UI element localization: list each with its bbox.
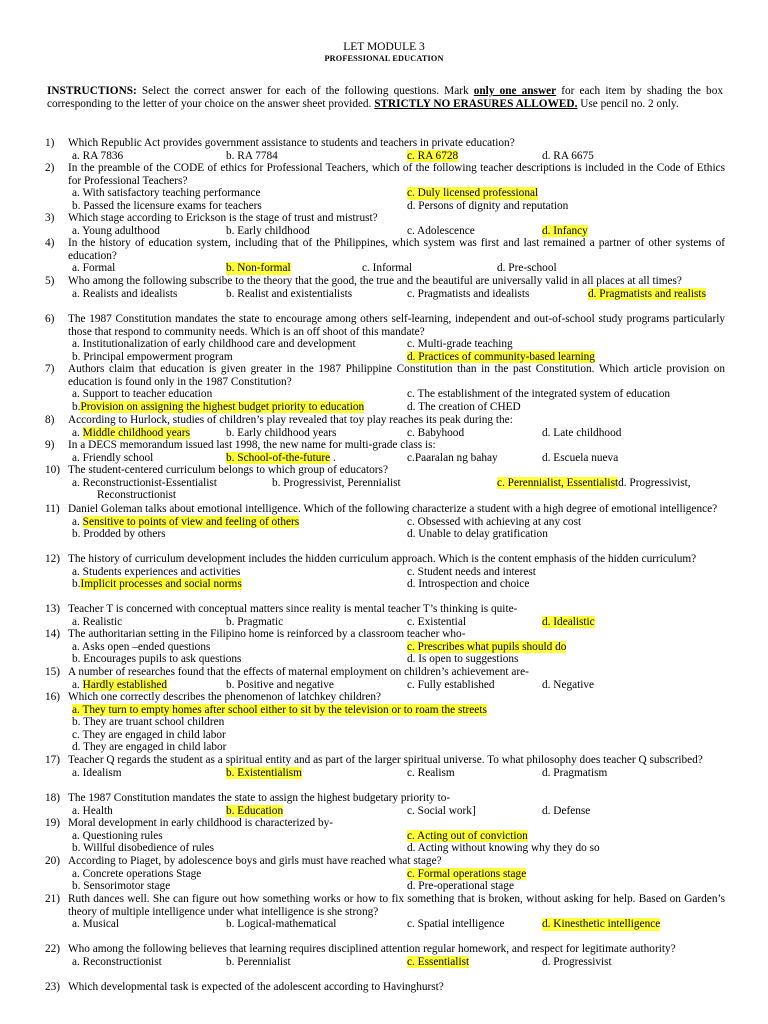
option-b-highlighted: Provision on assigning the highest budget priority to education — [80, 400, 365, 413]
option-b: b. School-of-the-future . — [226, 451, 336, 464]
option-c-highlighted: c. Formal operations stage — [407, 867, 527, 880]
question-text: The 1987 Constitution mandates the state to encourage among others self-learning, independent and out-of-school study programs particularly those that respond to community needs. Which is an off shoot of this mandate? — [68, 313, 725, 338]
option-a: a. Institutionalization of early childhood care and development — [72, 338, 356, 350]
option-c: c. Babyhood — [407, 426, 465, 439]
question-17: 17) Teacher Q regards the student as a spiritual entity and as part of the larger spiritual universe. To what philosophy does teacher Q subscribed? a. Idealism b. Existentialism c. Realism d. Pragmatism — [45, 754, 725, 779]
option-a: a. Concrete operations Stage — [72, 867, 202, 880]
question-11: 11) Daniel Goleman talks about emotional intelligence. Which of the following characterize a student with a high degree of emotional intelligence? a. Sensitive to points of view and feeling of others c. Obsessed with achieving at any cost b. Prodded by others d. Unable to delay gratification — [45, 503, 725, 541]
option-a: a. Questioning rules — [72, 829, 163, 842]
option-b: b. Prodded by others — [72, 528, 166, 540]
option-a: a. Realists and idealists — [72, 287, 178, 300]
question-8: 8) According to Hurlock, studies of children’s play revealed that toy play reaches its peak during the: a. Middle childhood years b. Early childhood years c. Babyhood d. Late childhood — [45, 414, 725, 439]
option-a: a. Reconstructionist-Essentialist — [72, 476, 217, 489]
question-13: 13) Teacher T is concerned with conceptual matters since reality is mental teacher T’s thinking is quite- a. Realistic b. Pragmatic c. Existential d. Idealistic — [45, 603, 725, 628]
option-b-highlighted: Implicit processes and social norms — [80, 578, 242, 590]
option-a: a. Support to teacher education — [72, 388, 213, 400]
option-a-highlighted: a. They turn to empty homes after school either to sit by the television or to roam the streets — [72, 703, 487, 716]
option-d: d. Negative — [542, 678, 595, 691]
option-d-highlighted: d. Infancy — [542, 224, 588, 237]
option-a-highlighted: Middle childhood years — [82, 426, 190, 439]
option-d: d. Pre-operational stage — [407, 880, 514, 892]
question-text: According to Piaget, by adolescence boys and girls must have reached what stage? — [68, 855, 442, 867]
option-c: c. Informal — [362, 262, 413, 274]
option-c-highlighted: c. Prescribes what pupils should do — [407, 640, 567, 653]
option-b: b. Realist and existentialists — [226, 287, 353, 300]
question-22: 22) Who among the following believes that learning requires disciplined attention regular homework, and respect for legitimate authority? a. Reconstructionist b. Perennialist c. Essentialist d. Progressivist — [45, 943, 725, 968]
option-a: a. Young adulthood — [72, 224, 160, 237]
question-text: Teacher T is concerned with conceptual matters since reality is mental teacher T’s thinking is quite- — [68, 603, 518, 615]
option-c: c. Existential — [407, 615, 466, 628]
question-text: According to Hurlock, studies of children’s play revealed that toy play reaches its peak during the: — [68, 414, 513, 426]
question-text: Moral development in early childhood is characterized by- — [68, 817, 334, 829]
question-7: 7) Authors claim that education is given greater in the 1987 Philippine Constitution than in the past Constitution. Which article provision on education is found only in the 1987 Constitution? a. Support to teacher education c. The establishment of the integrated system of education b.Provision on assigning the highest budget priority to education d. The creation of CHED — [45, 363, 725, 413]
question-text: Which stage according to Erickson is the stage of trust and mistrust? — [68, 212, 378, 224]
option-d: d. The creation of CHED — [407, 400, 521, 413]
option-b: b. Willful disobedience of rules — [72, 842, 215, 854]
option-b: b.Implicit processes and social norms — [72, 578, 242, 590]
option-a: a. Hardly established — [72, 678, 168, 691]
question-21: 21) Ruth dances well. She can figure out how something works or how to fix something that is broken, without asking for help. Based on Garden’s theory of multiple intelligence under what intelligence is she strong? a. Musical b. Logical-mathematical c. Spatial intelligence d. Kinesthetic intelligence — [45, 893, 725, 930]
option-c: c. Pragmatists and idealists — [407, 287, 530, 300]
option-b: b. Encourages pupils to ask questions — [72, 653, 242, 665]
module-subtitle: PROFESSIONAL EDUCATION — [324, 54, 444, 63]
option-b-highlighted: b. Education — [226, 804, 284, 817]
module-title: LET MODULE 3 — [343, 41, 425, 53]
question-text: In the history of education system, including that of the Philippines, which system was first and last remained a partner of other systems of education? — [68, 237, 725, 262]
option-d: d. Escuela nueva — [542, 451, 619, 464]
question-5: 5) Who among the following subscribe to the theory that the good, the true and the beautiful are universally valid in all places at all times? a. Realists and idealists b. Realist and existentialists c. Pragmatists and idealists d. Pragmatists and realists — [45, 275, 725, 300]
question-15: 15) A number of researches found that the effects of maternal employment on children’s achievement are- a. Hardly established b. Positive and negative c. Fully established d. Negative — [45, 666, 725, 691]
option-a: a. Health — [72, 804, 113, 817]
option-a: a. Realistic — [72, 615, 123, 628]
option-a: a. Musical — [72, 918, 120, 930]
option-a: a. Formal — [72, 262, 116, 274]
question-19: 19) Moral development in early childhood is characterized by- a. Questioning rules c. Acting out of conviction b. Willful disobedience of rules d. Acting without knowing why they do so — [45, 817, 725, 855]
option-c-highlighted: c. Essentialist — [407, 955, 470, 968]
option-d-highlighted: d. Idealistic — [542, 615, 595, 628]
question-text: In a DECS memorandum issued last 1998, the new name for multi-grade class is: — [68, 439, 436, 451]
option-d: d. Pragmatism — [542, 766, 608, 779]
question-text: Who among the following believes that learning requires disciplined attention regular homework, and respect for legitimate authority? — [68, 943, 676, 955]
option-b: b. Positive and negative — [226, 678, 334, 691]
option-c: c.Paaralan ng bahay — [407, 451, 498, 464]
option-d: d. Pre-school — [497, 262, 557, 274]
question-text: The 1987 Constitution mandates the state to assign the highest budgetary priority to- — [68, 792, 451, 804]
option-b: b. Early childhood — [226, 224, 310, 237]
option-b: b. Perennialist — [226, 955, 291, 968]
option-c-highlighted: c. Duly licensed professional — [407, 187, 539, 199]
question-12: 12) The history of curriculum development includes the hidden curriculum approach. Which is the content emphasis of the hidden curriculum? a. Students experiences and activities c. Student needs and interest b.Implicit processes and social norms d. Introspection and choice — [45, 553, 725, 591]
option-d-highlighted: d. Pragmatists and realists — [588, 287, 706, 300]
option-b: b. RA 7784 — [226, 149, 278, 162]
option-c-highlighted: c. Perennialist, Essentialist — [497, 476, 619, 489]
option-b: b.Provision on assigning the highest budget priority to education — [72, 400, 365, 413]
option-c: c. Multi-grade teaching — [407, 338, 513, 350]
option-a-highlighted: Sensitive to points of view and feeling of others — [82, 515, 300, 528]
question-text: Daniel Goleman talks about emotional intelligence. Which of the following characterize a student with a high degree of emotional intelligence? — [68, 503, 718, 515]
option-c: c. They are engaged in child labor — [72, 728, 226, 741]
option-b: b. Sensorimotor stage — [72, 880, 171, 892]
option-d: d. Unable to delay gratification — [407, 528, 548, 540]
option-d: d. Late childhood — [542, 426, 622, 439]
question-text: Which Republic Act provides government assistance to students and teachers in private education? — [68, 137, 515, 149]
option-b-highlighted: b. School-of-the-future — [226, 451, 331, 464]
question-9: 9) In a DECS memorandum issued last 1998, the new name for multi-grade class is: a. Friendly school b. School-of-the-future . c.Paaralan ng bahay d. Escuela nueva — [45, 439, 725, 464]
option-c: c. Social work] — [407, 804, 476, 817]
option-c: c. Student needs and interest — [407, 565, 536, 578]
question-1: 1) Which Republic Act provides government assistance to students and teachers in private education? a. RA 7836 b. RA 7784 c. RA 6728 d. RA 6675 — [45, 137, 725, 162]
option-c-highlighted: c. Acting out of conviction — [407, 829, 528, 842]
option-b: b. They are truant school children — [72, 716, 225, 728]
option-a: a. With satisfactory teaching performance — [72, 187, 261, 199]
option-a: a. Idealism — [72, 766, 122, 779]
option-d-highlighted: d. Practices of community-based learning — [407, 350, 595, 363]
question-6: 6) The 1987 Constitution mandates the state to encourage among others self-learning, independent and out-of-school study programs particularly those that respond to community needs. Which is an off shoot of this mandate? a. Institutionalization of early childhood care and development c. Multi-grade teaching b. Principal empowerment program d. Practices of community-based learning — [45, 313, 725, 363]
question-text: Which one correctly describes the phenomenon of latchkey children? — [68, 691, 382, 703]
option-d-continued: Reconstructionist — [97, 489, 177, 501]
question-text: A number of researches found that the effects of maternal employment on children’s achievement are- — [68, 666, 529, 678]
question-20: 20) According to Piaget, by adolescence boys and girls must have reached what stage? a. Concrete operations Stage c. Formal operations stage b. Sensorimotor stage d. Pre-operational stage — [45, 855, 725, 893]
instructions-emphasis-one-answer: only one answer — [473, 85, 557, 97]
option-a: a. Students experiences and activities — [72, 565, 241, 578]
option-c: c. Adolescence — [407, 224, 475, 237]
option-c: c. Spatial intelligence — [407, 918, 505, 930]
option-b-highlighted: b. Non-formal — [226, 262, 291, 274]
option-b: b. Passed the licensure exams for teachers — [72, 199, 262, 212]
option-b: b. Logical-mathematical — [226, 918, 337, 930]
option-b-highlighted: b. Existentialism — [226, 766, 302, 779]
question-16: 16) Which one correctly describes the phenomenon of latchkey children? a. They turn to empty homes after school either to sit by the television or to roam the streets b. They are truant school children c. They are engaged in child labor d. They are engaged in child labor — [45, 691, 725, 754]
option-b: b. Early childhood years — [226, 426, 337, 439]
question-23: 23) Which developmental task is expected of the adolescent according to Havinghurst? — [45, 981, 725, 994]
question-text: Teacher Q regards the student as a spiritual entity and as part of the larger spiritual universe. To what philosophy does teacher Q subscribed? — [68, 754, 703, 766]
option-d-highlighted: d. Kinesthetic intelligence — [542, 918, 661, 930]
option-d: d. Is open to suggestions — [407, 653, 519, 665]
option-b: b. Pragmatic — [226, 615, 284, 628]
question-text: Ruth dances well. She can figure out how something works or how to fix something that is broken, without asking for help. Based on Garden’s theory of multiple intelligence under what intelligence is she strong? — [68, 893, 725, 918]
option-d: d. Progressivist — [542, 955, 612, 968]
option-d: d. They are engaged in child labor — [72, 741, 227, 753]
question-text: The authoritarian setting in the Filipino home is reinforced by a classroom teacher who- — [68, 628, 466, 640]
option-c: c. The establishment of the integrated system of education — [407, 388, 670, 400]
option-a-highlighted: Hardly established — [82, 678, 168, 691]
option-c — [497, 477, 691, 490]
option-d: d. Acting without knowing why they do so — [407, 842, 600, 854]
question-4: 4) In the history of education system, including that of the Philippines, which system was first and last remained a partner of other systems of education? a. Formal b. Non-formal c. Informal d. Pre-school — [45, 237, 725, 274]
question-14: 14) The authoritarian setting in the Filipino home is reinforced by a classroom teacher who- a. Asks open –ended questions c. Prescribes what pupils should do b. Encourages pupils to ask questions d. Is open to suggestions — [45, 628, 725, 666]
question-3: 3) Which stage according to Erickson is the stage of trust and mistrust? a. Young adulthood b. Early childhood c. Adolescence d. Infancy — [45, 212, 725, 237]
question-text: Who among the following subscribe to the theory that the good, the true and the beautiful are universally valid in all places at all times? — [68, 275, 682, 287]
question-10: 10) The student-centered curriculum belongs to which group of educators? a. Reconstructionist-Essentialist b. Progressivist, Perennialist c. Perennialist, Essentialistd. Progressivist, Reconstructionist — [45, 464, 725, 502]
question-text: The student-centered curriculum belongs to which group of educators? — [68, 464, 388, 476]
option-d: d. RA 6675 — [542, 149, 594, 162]
option-d: d. Progressivist, — [618, 476, 691, 489]
question-2: 2) In the preamble of the CODE of ethics for Professional Teachers, which of the following teacher descriptions is included in the Code of Ethics for Professional Teachers? a. With satisfactory teaching performance c. Duly licensed professional b. Passed the licensure exams for teachers d. Persons of dignity and reputation — [45, 162, 725, 212]
option-a: a. RA 7836 — [72, 149, 124, 162]
option-a: a. Reconstructionist — [72, 955, 162, 968]
instructions-label: INSTRUCTIONS: — [47, 85, 137, 97]
option-c-highlighted: c. RA 6728 — [407, 149, 459, 162]
question-18: 18) The 1987 Constitution mandates the state to assign the highest budgetary priority to- a. Health b. Education c. Social work] d. Defense — [45, 792, 725, 817]
option-d: d. Persons of dignity and reputation — [407, 199, 569, 212]
question-text: Which developmental task is expected of the adolescent according to Havinghurst? — [68, 981, 444, 993]
option-a: a. Asks open –ended questions — [72, 640, 211, 653]
option-a: a. Sensitive to points of view and feeling of others — [72, 515, 300, 528]
option-c: c. Fully established — [407, 678, 495, 691]
option-c: c. Realism — [407, 766, 455, 779]
option-d: d. Defense — [542, 804, 591, 817]
option-a: a. Friendly school — [72, 451, 154, 464]
instructions: INSTRUCTIONS: Select the correct answer for each of the following questions. Mark only one answer for each item by shading the box corresponding to the letter of your choice on the answer sheet provided. STRICTLY NO ERASURES ALLOWED. Use pencil no. 2 only. — [47, 85, 723, 110]
option-c: c. Obsessed with achieving at any cost — [407, 515, 582, 528]
option-b: b. Principal empowerment program — [72, 350, 233, 363]
question-text: The history of curriculum development includes the hidden curriculum approach. Which is the content emphasis of the hidden curriculum? — [68, 553, 697, 565]
question-text: Authors claim that education is given greater in the 1987 Philippine Constitution than in the past Constitution. Which article provision on education is found only in the 1987 Constitution? — [68, 363, 725, 388]
instructions-emphasis-no-erasures: STRICTLY NO ERASURES ALLOWED. — [374, 98, 578, 110]
option-d: d. Introspection and choice — [407, 578, 530, 590]
question-text: In the preamble of the CODE of ethics for Professional Teachers, which of the following teacher descriptions is included in the Code of Ethics for Professional Teachers? — [68, 162, 725, 187]
option-b: b. Progressivist, Perennialist — [272, 476, 401, 489]
option-a: a. Middle childhood years — [72, 426, 190, 439]
